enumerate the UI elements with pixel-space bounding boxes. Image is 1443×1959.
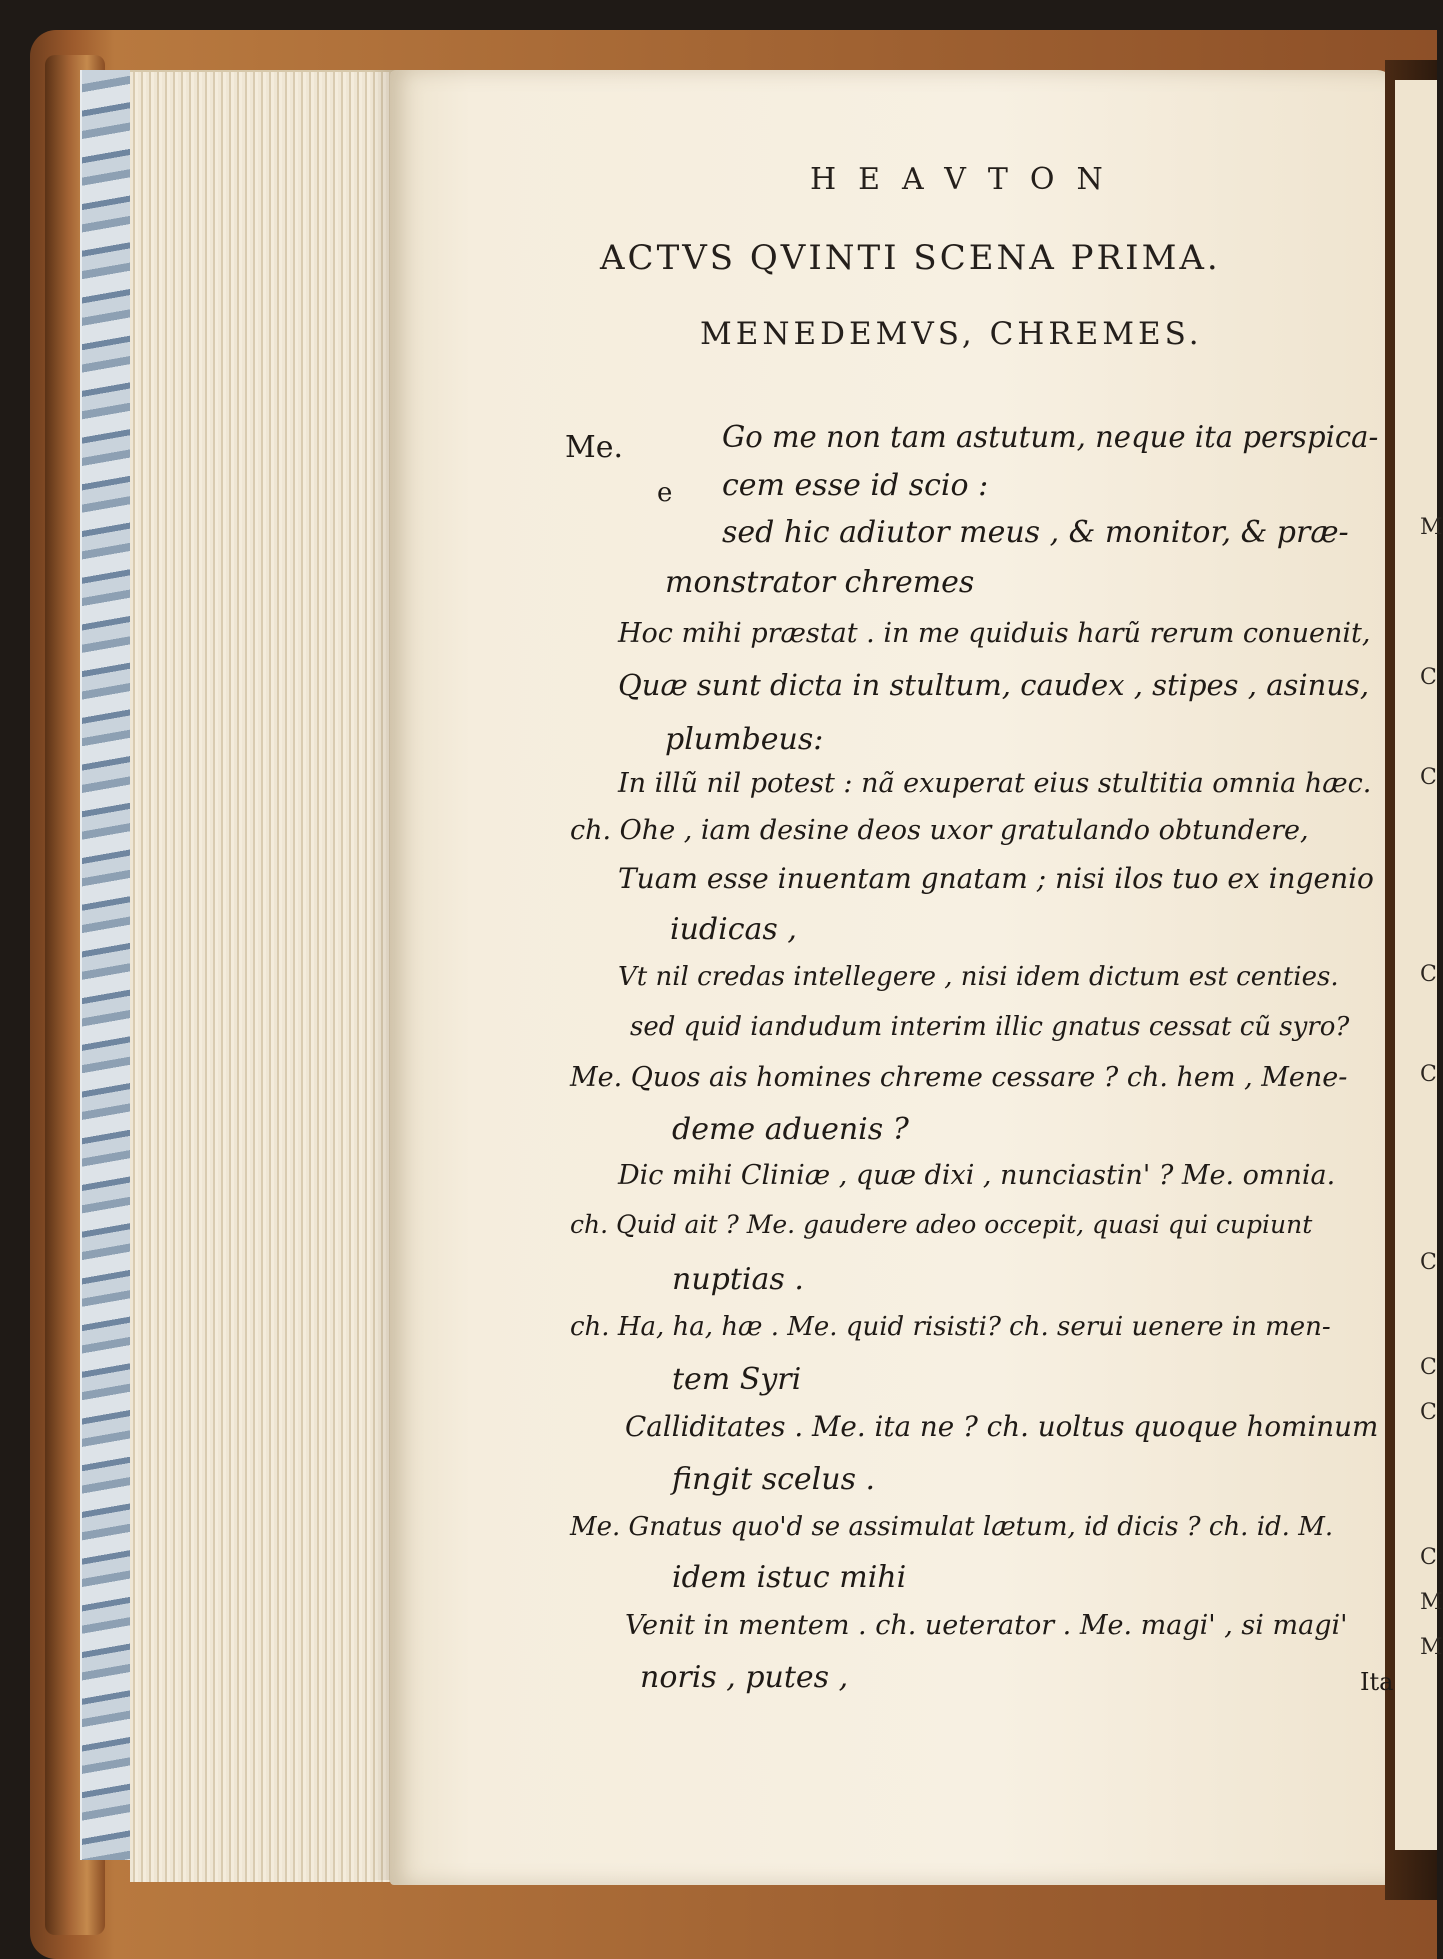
cast-heading: MENEDEMVS, CHREMES. (700, 316, 1203, 352)
facing-letter: C (1420, 1545, 1437, 1570)
page-edges (130, 70, 400, 1882)
facing-letter: C (1420, 665, 1437, 690)
text-line: tem Syri (672, 1362, 802, 1397)
facing-letter: C (1420, 765, 1437, 790)
text-line: cem esse id scio : (722, 468, 989, 503)
text-line: Me. Gnatus quo'd se assimulat lætum, id dicis ? ch. id. M. (570, 1512, 1334, 1542)
text-line: Calliditates . Me. ita ne ? ch. uoltus quoque hominum (625, 1410, 1379, 1443)
text-line: Venit in mentem . ch. ueterator . Me. magi' , si magi' (625, 1610, 1348, 1641)
catchword: Ita (1360, 1668, 1394, 1696)
act-scene-title: ACTVS QVINTI SCENA PRIMA. (600, 238, 1221, 278)
facing-letter: C (1420, 1400, 1437, 1425)
text-line: Go me non tam astutum, neque ita perspica- (722, 420, 1379, 455)
text-line: ch. Ohe , iam desine deos uxor gratulando obtundere, (570, 815, 1309, 846)
text-line: ch. Quid ait ? Me. gaudere adeo occepit, quasi qui cupiunt (570, 1210, 1313, 1239)
text-line: Me. Quos ais homines chreme cessare ? ch. hem , Mene- (570, 1062, 1348, 1093)
facing-letter: M (1420, 515, 1443, 540)
text-line: ch. Ha, ha, hæ . Me. quid risisti? ch. serui uenere in men- (570, 1312, 1331, 1342)
text-line: fingit scelus . (672, 1462, 876, 1497)
facing-letter: C (1420, 1062, 1437, 1087)
drop-letter: e (657, 478, 673, 508)
text-line: plumbeus: (665, 722, 824, 757)
text-line: nuptias . (672, 1262, 804, 1297)
facing-letter: M (1420, 1635, 1443, 1660)
text-line: sed hic adiutor meus , & monitor, & præ- (722, 515, 1349, 550)
text-line: deme aduenis ? (672, 1112, 909, 1147)
text-line: monstrator chremes (665, 565, 975, 600)
facing-letter: C (1420, 962, 1437, 987)
text-line: Hoc mihi præstat . in me quiduis harũ rerum conuenit, (618, 618, 1371, 649)
text-line: idem istuc mihi (672, 1560, 907, 1595)
text-line: iudicas , (670, 912, 797, 947)
facing-letter: C (1420, 1250, 1437, 1275)
text-line: Vt nil credas intellegere , nisi idem dictum est centies. (618, 962, 1339, 992)
facing-letter: C (1420, 1355, 1437, 1380)
running-head: HEAVTON (810, 162, 1125, 197)
text-line: Tuam esse inuentam gnatam ; nisi ilos tuo ex ingenio (618, 862, 1374, 895)
text-line: Quæ sunt dicta in stultum, caudex , stipes , asinus, (618, 668, 1370, 702)
text-line: sed quid iandudum interim illic gnatus cessat cũ syro? (630, 1012, 1350, 1042)
text-line: In illũ nil potest : nã exuperat eius stultitia omnia hæc. (618, 768, 1372, 799)
speaker-initial: Me. (565, 430, 624, 465)
text-line: noris , putes , (640, 1660, 849, 1695)
facing-letter: M (1420, 1590, 1443, 1615)
text-line: Dic mihi Cliniæ , quæ dixi , nunciastin' ? Me. omnia. (618, 1160, 1336, 1191)
